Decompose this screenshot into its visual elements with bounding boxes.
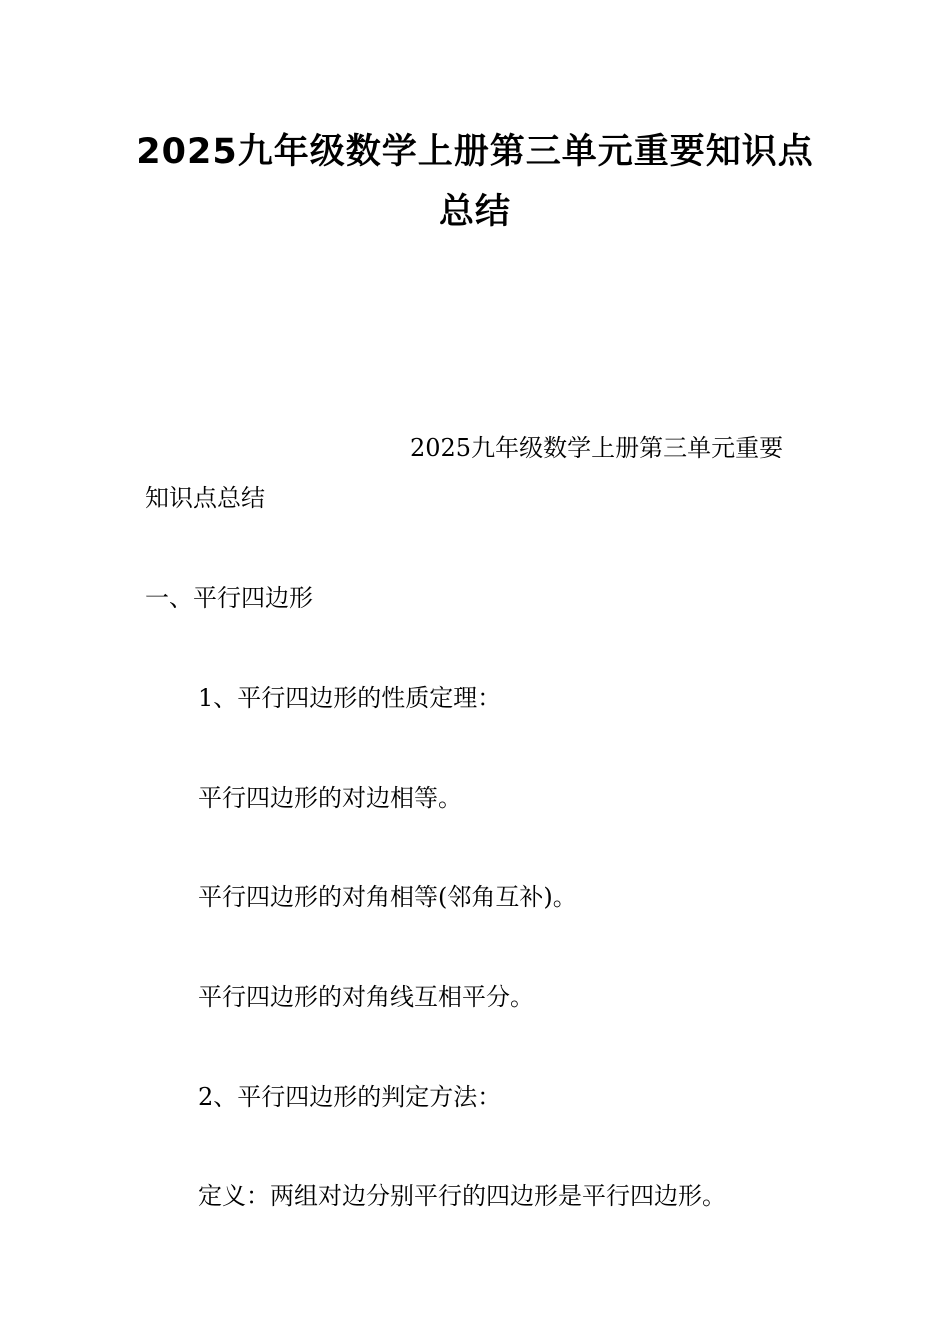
paragraph-diagonals: 平行四边形的对角线互相平分。 bbox=[198, 983, 534, 1011]
paragraph-properties-heading: 1、平行四边形的性质定理： bbox=[198, 684, 502, 712]
paragraph-opposite-sides: 平行四边形的对边相等。 bbox=[198, 784, 462, 812]
paragraph-definition: 定义：两组对边分别平行的四边形是平行四边形。 bbox=[198, 1182, 726, 1210]
section-heading: 一、平行四边形 bbox=[145, 584, 313, 612]
subtitle-line-2: 知识点总结 bbox=[145, 484, 265, 512]
subtitle-line-1: 2025九年级数学上册第三单元重要 bbox=[410, 434, 784, 462]
paragraph-opposite-angles: 平行四边形的对角相等(邻角互补)。 bbox=[198, 883, 577, 911]
paragraph-criteria-heading: 2、平行四边形的判定方法： bbox=[198, 1083, 502, 1111]
page-title: 2025九年级数学上册第三单元重要知识点总结 bbox=[136, 132, 814, 232]
